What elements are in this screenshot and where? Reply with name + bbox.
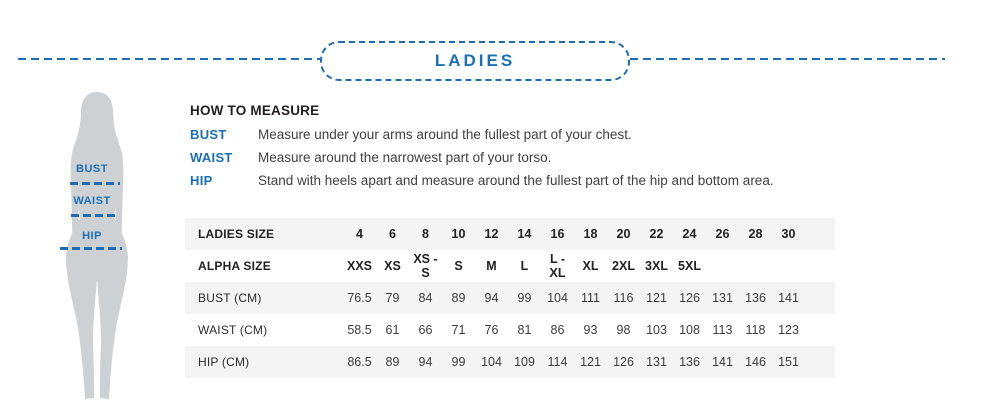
row-label: LADIES SIZE — [198, 227, 275, 241]
size-table — [185, 218, 835, 378]
table-cell: 18 — [583, 227, 598, 241]
how-to-measure-section — [190, 103, 870, 196]
table-cell: 6 — [389, 227, 396, 241]
table-row — [185, 314, 835, 346]
table-cell: 76 — [484, 323, 499, 337]
table-cell: S — [454, 259, 463, 273]
bust-dash-line — [70, 182, 120, 185]
table-cell: 104 — [547, 291, 568, 305]
table-cell: 20 — [616, 227, 631, 241]
table-row — [185, 218, 835, 250]
header-pill — [320, 41, 630, 81]
figure-hip-label: HIP — [82, 230, 102, 242]
table-cell: 3XL — [645, 259, 668, 273]
table-cell: 99 — [517, 291, 532, 305]
howto-row-waist — [190, 150, 870, 165]
row-label: ALPHA SIZE — [198, 259, 271, 273]
table-cell: 116 — [613, 291, 634, 305]
table-cell: 28 — [748, 227, 763, 241]
table-cell: 84 — [418, 291, 433, 305]
table-cell: 14 — [517, 227, 532, 241]
table-cell: 76.5 — [347, 291, 372, 305]
table-row — [185, 282, 835, 314]
table-cell: 24 — [682, 227, 697, 241]
measurement-figure — [48, 90, 158, 405]
table-cell: 103 — [646, 323, 667, 337]
table-cell: 146 — [745, 355, 766, 369]
table-cell: 66 — [418, 323, 433, 337]
table-cell: 126 — [613, 355, 634, 369]
table-cell: 111 — [580, 291, 600, 305]
hip-label: HIP — [190, 173, 213, 188]
hip-instruction: Stand with heels apart and measure around the fullest part of the hip and bottom area. — [258, 173, 774, 188]
table-cell: 30 — [781, 227, 796, 241]
table-cell: XXS — [346, 259, 372, 273]
table-cell: 10 — [451, 227, 466, 241]
figure-bust-label: BUST — [76, 163, 108, 175]
table-cell: 108 — [679, 323, 700, 337]
figure-waist-label: WAIST — [73, 195, 111, 207]
table-cell: XL — [582, 259, 599, 273]
table-cell: 61 — [385, 323, 400, 337]
table-cell: 121 — [646, 291, 667, 305]
table-cell: 126 — [679, 291, 700, 305]
table-cell: 121 — [580, 355, 601, 369]
row-label: WAIST (CM) — [198, 323, 268, 337]
table-cell: 89 — [385, 355, 400, 369]
table-cell: 123 — [778, 323, 799, 337]
bust-instruction: Measure under your arms around the fullest part of your chest. — [258, 127, 632, 142]
table-cell: 151 — [778, 355, 799, 369]
table-cell: L — [520, 259, 529, 273]
howto-row-hip — [190, 173, 870, 188]
waist-label: WAIST — [190, 150, 233, 165]
table-cell: 8 — [422, 227, 429, 241]
table-cell: 114 — [547, 355, 568, 369]
page-title: LADIES — [434, 51, 516, 70]
table-cell: 22 — [649, 227, 664, 241]
table-cell: 131 — [712, 291, 733, 305]
table-cell: 81 — [517, 323, 532, 337]
hip-dash-line — [60, 247, 122, 250]
table-cell: 131 — [646, 355, 667, 369]
table-cell: 71 — [451, 323, 466, 337]
table-cell: 79 — [385, 291, 400, 305]
table-cell: 89 — [451, 291, 466, 305]
table-cell: 94 — [484, 291, 499, 305]
table-cell: 141 — [778, 291, 799, 305]
row-label: HIP (CM) — [198, 355, 250, 369]
waist-dash-line — [71, 214, 116, 217]
table-row — [185, 250, 835, 282]
table-cell: 93 — [583, 323, 598, 337]
table-cell: 104 — [481, 355, 502, 369]
table-row — [185, 346, 835, 378]
header-dash-line-right — [630, 58, 945, 60]
row-label: BUST (CM) — [198, 291, 262, 305]
table-cell: 99 — [451, 355, 466, 369]
table-cell: 4 — [356, 227, 363, 241]
table-cell: 2XL — [612, 259, 635, 273]
table-cell: 58.5 — [347, 323, 372, 337]
table-cell: 86.5 — [347, 355, 372, 369]
table-cell: 118 — [745, 323, 766, 337]
table-cell: M — [486, 259, 497, 273]
bust-label: BUST — [190, 127, 227, 142]
table-cell: 26 — [715, 227, 730, 241]
table-cell: XS - S — [413, 252, 438, 280]
table-cell: 141 — [712, 355, 733, 369]
table-cell: 86 — [550, 323, 565, 337]
table-cell: 98 — [616, 323, 631, 337]
table-cell: 16 — [550, 227, 565, 241]
table-cell: 109 — [514, 355, 535, 369]
table-cell: 113 — [712, 323, 733, 337]
table-cell: 136 — [679, 355, 700, 369]
header-dash-line-left — [18, 58, 320, 60]
table-cell: L - XL — [549, 252, 566, 280]
how-to-measure-title: HOW TO MEASURE — [190, 103, 320, 118]
table-cell: 5XL — [678, 259, 701, 273]
howto-row-bust — [190, 127, 870, 142]
waist-instruction: Measure around the narrowest part of your torso. — [258, 150, 552, 165]
table-cell: 94 — [418, 355, 433, 369]
table-cell: XS — [384, 259, 401, 273]
table-cell: 136 — [745, 291, 766, 305]
table-cell: 12 — [484, 227, 499, 241]
